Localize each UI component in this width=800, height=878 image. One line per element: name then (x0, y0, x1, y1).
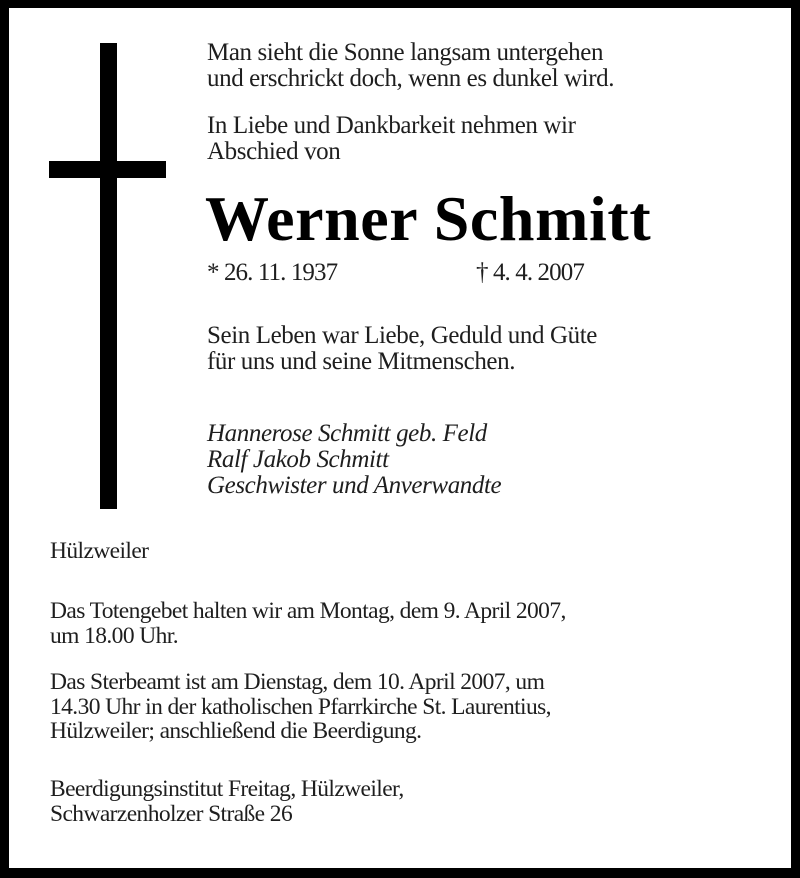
death-date: † 4. 4. 2007 (476, 259, 584, 286)
birth-date: * 26. 11. 1937 (207, 259, 338, 286)
quote-line-1: Man sieht die Sonne langsam untergehen (207, 39, 604, 66)
quote-block (207, 40, 614, 92)
requiem-line-2: 14.30 Uhr in der katholischen Pfarrkirche St. Laurentius, (50, 693, 551, 720)
prayer-line-1: Das Totengebet halten wir am Montag, dem 9. April 2007, (50, 598, 566, 624)
mourner-3: Geschwister und Anverwandte (207, 472, 502, 499)
mourners-block (207, 421, 501, 499)
deceased-name: Werner Schmitt (205, 183, 652, 254)
prayer-block (50, 599, 566, 648)
prayer-line-2: um 18.00 Uhr. (50, 622, 178, 649)
funeral-home-line-2: Schwarzenholzer Straße 26 (50, 800, 293, 827)
requiem-line-1: Das Sterbeamt ist am Dienstag, dem 10. April 2007, um (50, 669, 545, 695)
place-name: Hülzweiler (50, 538, 149, 564)
intro-line-1: In Liebe und Dankbarkeit nehmen wir (207, 112, 576, 139)
mourner-2: Ralf Jakob Schmitt (207, 446, 389, 473)
intro-block (207, 113, 576, 165)
tribute-line-2: für uns und seine Mitmenschen. (207, 348, 516, 375)
requiem-block (50, 670, 551, 744)
funeral-home-block (50, 777, 404, 826)
funeral-home-line-1: Beerdigungsinstitut Freitag, Hülzweiler, (50, 776, 404, 802)
requiem-line-3: Hülzweiler; anschließend die Beerdigung. (50, 718, 422, 744)
cross-icon (100, 43, 117, 509)
quote-line-2: und erschrickt doch, wenn es dunkel wird. (207, 65, 615, 92)
mourner-1: Hannerose Schmitt geb. Feld (207, 420, 487, 447)
intro-line-2: Abschied von (207, 138, 341, 165)
tribute-block (207, 323, 597, 375)
cross-icon-crossbar (49, 161, 166, 178)
tribute-line-1: Sein Leben war Liebe, Geduld und Güte (207, 322, 597, 349)
